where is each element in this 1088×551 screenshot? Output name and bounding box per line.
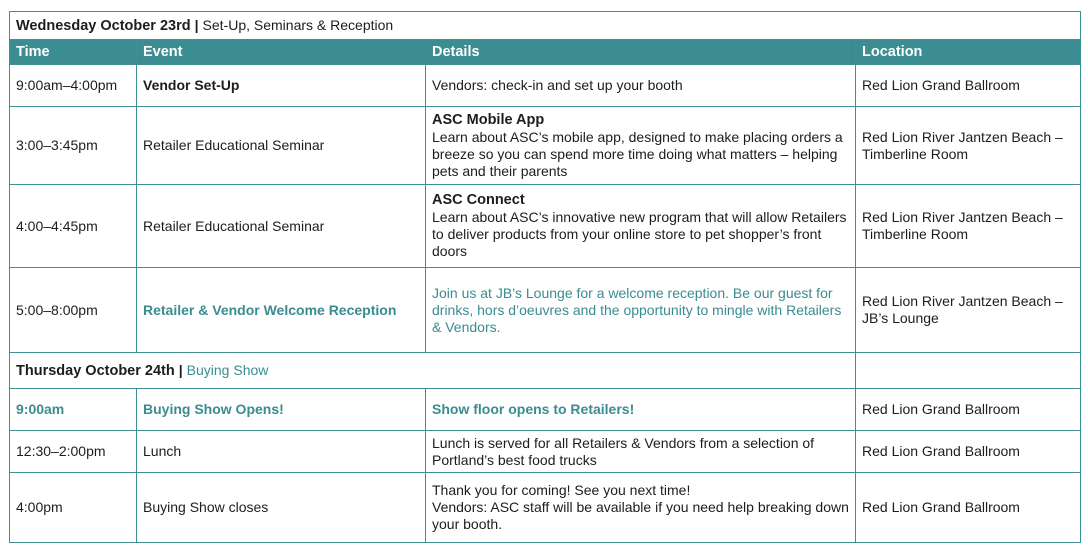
event-cell: Vendor Set-Up bbox=[137, 65, 426, 107]
event-cell: Retailer Educational Seminar bbox=[137, 107, 426, 185]
location-cell: Red Lion River Jantzen Beach – Timberline Room bbox=[856, 107, 1081, 185]
table-row bbox=[10, 268, 1081, 353]
details-line-2: Vendors: ASC staff will be available if you need help breaking down your booth. bbox=[432, 499, 849, 532]
table-row bbox=[10, 185, 1081, 268]
day1-title: Wednesday October 23rd bbox=[16, 17, 191, 34]
day2-separator: | bbox=[178, 361, 183, 378]
location-cell: Red Lion Grand Ballroom bbox=[856, 473, 1081, 543]
details-title: ASC Mobile App bbox=[432, 111, 545, 128]
event-cell: Retailer Educational Seminar bbox=[137, 185, 426, 268]
table-row bbox=[10, 473, 1081, 543]
day1-subtitle: Set-Up, Seminars & Reception bbox=[202, 16, 394, 33]
day1-separator: | bbox=[194, 16, 199, 33]
time-cell: 12:30–2:00pm bbox=[10, 431, 137, 473]
event-cell: Lunch bbox=[137, 431, 426, 473]
header-location: Location bbox=[856, 40, 1081, 65]
details-text: Learn about ASC’s innovative new program that will allow Retailers to deliver products from your online store to pet shopper’s front doors bbox=[432, 209, 847, 259]
details-cell: Lunch is served for all Retailers & Vendors from a selection of Portland’s best food trucks bbox=[426, 431, 856, 473]
details-cell: Join us at JB’s Lounge for a welcome reception. Be our guest for drinks, hors d’oeuvres and the opportunity to mingle with Retailers & Vendors. bbox=[426, 268, 856, 353]
location-cell: Red Lion Grand Ballroom bbox=[856, 389, 1081, 431]
day2-title-cell bbox=[10, 353, 856, 389]
time-cell: 9:00am–4:00pm bbox=[10, 65, 137, 107]
details-cell: Vendors: check-in and set up your booth bbox=[426, 65, 856, 107]
time-cell: 4:00pm bbox=[10, 473, 137, 543]
event-cell: Retailer & Vendor Welcome Reception bbox=[137, 268, 426, 353]
header-row bbox=[10, 40, 1081, 65]
location-cell: Red Lion Grand Ballroom bbox=[856, 431, 1081, 473]
event-cell: Buying Show closes bbox=[137, 473, 426, 543]
schedule-table bbox=[9, 11, 1081, 543]
details-cell bbox=[426, 185, 856, 268]
table-row bbox=[10, 431, 1081, 473]
details-text: Learn about ASC’s mobile app, designed to make placing orders a breeze so you can spend more time doing what matters – helping pets and their parents bbox=[432, 128, 843, 179]
table-row bbox=[10, 107, 1081, 185]
details-cell bbox=[426, 107, 856, 185]
header-details: Details bbox=[426, 40, 856, 65]
details-line-1: Thank you for coming! See you next time! bbox=[432, 482, 691, 498]
time-cell: 5:00–8:00pm bbox=[10, 268, 137, 353]
day1-title-cell bbox=[10, 12, 1081, 40]
header-time: Time bbox=[10, 40, 137, 65]
time-cell: 9:00am bbox=[10, 389, 137, 431]
header-event: Event bbox=[137, 40, 426, 65]
table-row bbox=[10, 389, 1081, 431]
location-cell: Red Lion River Jantzen Beach – Timberline Room bbox=[856, 185, 1081, 268]
location-cell: Red Lion Grand Ballroom bbox=[856, 65, 1081, 107]
day1-title-row bbox=[10, 12, 1081, 40]
details-cell bbox=[426, 473, 856, 543]
event-cell: Buying Show Opens! bbox=[137, 389, 426, 431]
table-row bbox=[10, 65, 1081, 107]
day2-title-empty-cell bbox=[856, 353, 1081, 389]
time-cell: 4:00–4:45pm bbox=[10, 185, 137, 268]
location-cell: Red Lion River Jantzen Beach – JB’s Lounge bbox=[856, 268, 1081, 353]
day2-title: Thursday October 24th bbox=[16, 362, 175, 379]
day2-title-row bbox=[10, 353, 1081, 389]
details-cell: Show floor opens to Retailers! bbox=[426, 389, 856, 431]
time-cell: 3:00–3:45pm bbox=[10, 107, 137, 185]
details-title: ASC Connect bbox=[432, 192, 525, 208]
day2-subtitle: Buying Show bbox=[186, 361, 269, 378]
